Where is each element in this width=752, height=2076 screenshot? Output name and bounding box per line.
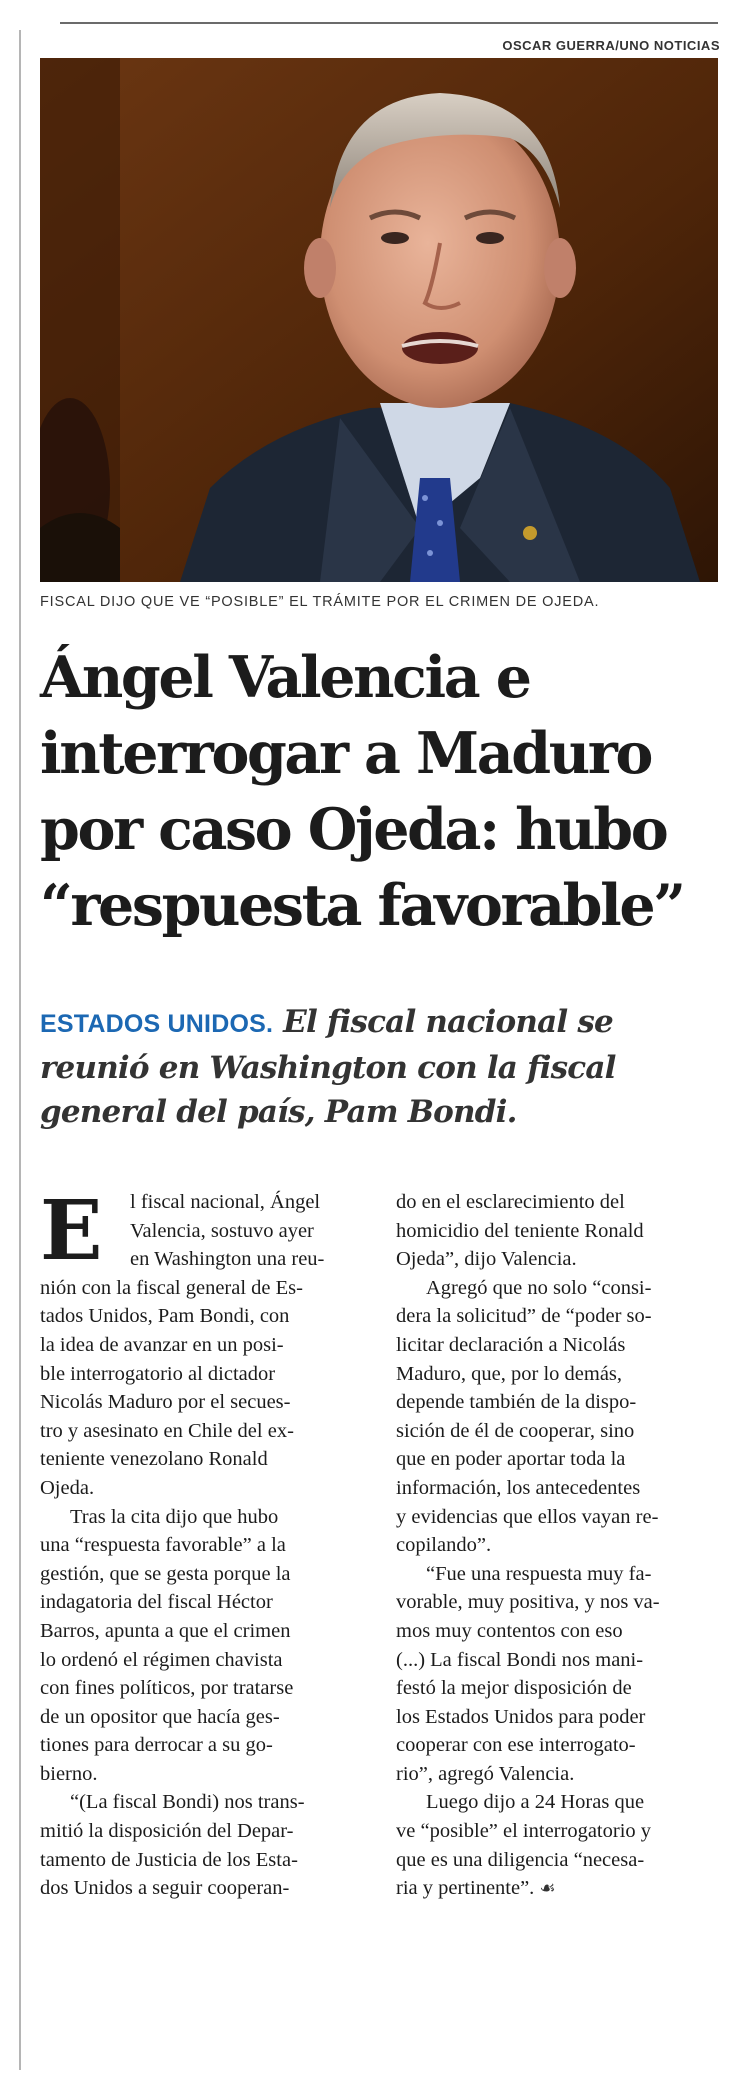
body-line: “Fue una respuesta muy fa- bbox=[426, 1562, 652, 1585]
body-line: mos muy contentos con eso bbox=[396, 1619, 623, 1642]
body-line: Ojeda. bbox=[40, 1476, 95, 1499]
body-line: y evidencias que ellos vayan re- bbox=[396, 1505, 659, 1528]
body-line: la idea de avanzar en un posi- bbox=[40, 1333, 284, 1356]
body-line: con fines políticos, por tratarse bbox=[40, 1677, 294, 1700]
body-line: tro y asesinato en Chile del ex- bbox=[40, 1419, 294, 1442]
body-line-text: ria y pertinente”. bbox=[396, 1877, 535, 1900]
photo-caption: FISCAL DIJO QUE VE “POSIBLE” EL TRÁMITE POR EL CRIMEN DE OJEDA. bbox=[40, 594, 600, 610]
body-line: homicidio del teniente Ronald bbox=[396, 1219, 644, 1242]
lead-line: reunió en Washington con la fiscal bbox=[40, 1050, 616, 1086]
body-line: teniente venezolano Ronald bbox=[40, 1448, 268, 1471]
body-line: de un opositor que hacía ges- bbox=[40, 1705, 280, 1728]
body-line: Tras la cita dijo que hubo bbox=[70, 1505, 279, 1528]
body-line: (...) La fiscal Bondi nos mani- bbox=[396, 1648, 644, 1671]
body-line: Nicolás Maduro por el secues- bbox=[40, 1391, 291, 1414]
headline bbox=[40, 640, 730, 944]
body-line: información, los antecedentes bbox=[396, 1476, 641, 1499]
body-line: l fiscal nacional, Ángel bbox=[130, 1191, 321, 1213]
body-line: tamento de Justicia de los Esta- bbox=[40, 1848, 298, 1871]
lead-text: El fiscal nacional se bbox=[283, 1004, 613, 1040]
lead-paragraph bbox=[40, 1000, 730, 1134]
body-line: Barros, apunta a que el crimen bbox=[40, 1619, 291, 1642]
body-line: ve “posible” el interrogatorio y bbox=[396, 1820, 652, 1843]
body-line: rio”, agregó Valencia. bbox=[396, 1762, 575, 1785]
body-line: sición de él de cooperar, sino bbox=[396, 1419, 635, 1442]
lead-line bbox=[40, 1000, 730, 1046]
body-line: en Washington una reu- bbox=[130, 1248, 325, 1271]
headline-line: Ángel Valencia e bbox=[40, 644, 530, 711]
body-line: Agregó que no solo “consi- bbox=[426, 1276, 652, 1299]
body-line: lo ordenó el régimen chavista bbox=[40, 1648, 283, 1671]
top-rule bbox=[60, 22, 718, 24]
lead-line: general del país, Pam Bondi. bbox=[40, 1094, 517, 1130]
body-line: Valencia, sostuvo ayer bbox=[130, 1219, 314, 1242]
body-line: vorable, muy positiva, y nos va- bbox=[396, 1591, 660, 1614]
body-line: licitar declaración a Nicolás bbox=[396, 1333, 626, 1356]
body-line: Ojeda”, dijo Valencia. bbox=[396, 1248, 577, 1271]
end-mark-icon: ☙ bbox=[539, 1878, 556, 1900]
body-line: Luego dijo a 24 Horas que bbox=[426, 1791, 645, 1814]
body-line: dera la solicitud” de “poder so- bbox=[396, 1305, 652, 1328]
headline-line: “respuesta favorable” bbox=[40, 872, 684, 939]
drop-cap: E bbox=[40, 1183, 103, 1279]
news-photo bbox=[40, 58, 718, 582]
body-column-left bbox=[40, 1183, 374, 1903]
headline-line: por caso Ojeda: hubo bbox=[40, 796, 667, 863]
body-line: tiones para derrocar a su go- bbox=[40, 1734, 273, 1757]
body-line: do en el esclarecimiento del bbox=[396, 1191, 625, 1213]
body-column-right bbox=[396, 1188, 726, 1904]
body-line: indagatoria del fiscal Héctor bbox=[40, 1591, 273, 1614]
section-kicker: ESTADOS UNIDOS. bbox=[40, 1010, 274, 1038]
body-line: Maduro, que, por lo demás, bbox=[396, 1362, 623, 1385]
body-line: cooperar con ese interrogato- bbox=[396, 1734, 636, 1757]
body-line: copilando”. bbox=[396, 1534, 492, 1557]
photo-credit: OSCAR GUERRA/UNO NOTICIAS bbox=[502, 38, 720, 53]
body-line: festó la mejor disposición de bbox=[396, 1677, 632, 1700]
body-line: depende también de la dispo- bbox=[396, 1391, 637, 1414]
body-line: ble interrogatorio al dictador bbox=[40, 1362, 276, 1385]
body-line: nión con la fiscal general de Es- bbox=[40, 1276, 303, 1299]
body-line bbox=[396, 1874, 726, 1904]
body-line: mitió la disposición del Depar- bbox=[40, 1820, 294, 1843]
portrait-illustration bbox=[40, 58, 718, 582]
body-line: bierno. bbox=[40, 1762, 98, 1785]
body-line: dos Unidos a seguir cooperan- bbox=[40, 1877, 290, 1900]
body-line: los Estados Unidos para poder bbox=[396, 1705, 646, 1728]
body-line: que en poder aportar toda la bbox=[396, 1448, 626, 1471]
headline-line: interrogar a Maduro bbox=[40, 720, 651, 787]
body-line: “(La fiscal Bondi) nos trans- bbox=[70, 1791, 305, 1814]
body-line: tados Unidos, Pam Bondi, con bbox=[40, 1305, 290, 1328]
body-line: que es una diligencia “necesa- bbox=[396, 1848, 645, 1871]
body-line: gestión, que se gesta porque la bbox=[40, 1562, 291, 1585]
left-column-rule bbox=[19, 30, 21, 2070]
body-line: una “respuesta favorable” a la bbox=[40, 1534, 286, 1557]
